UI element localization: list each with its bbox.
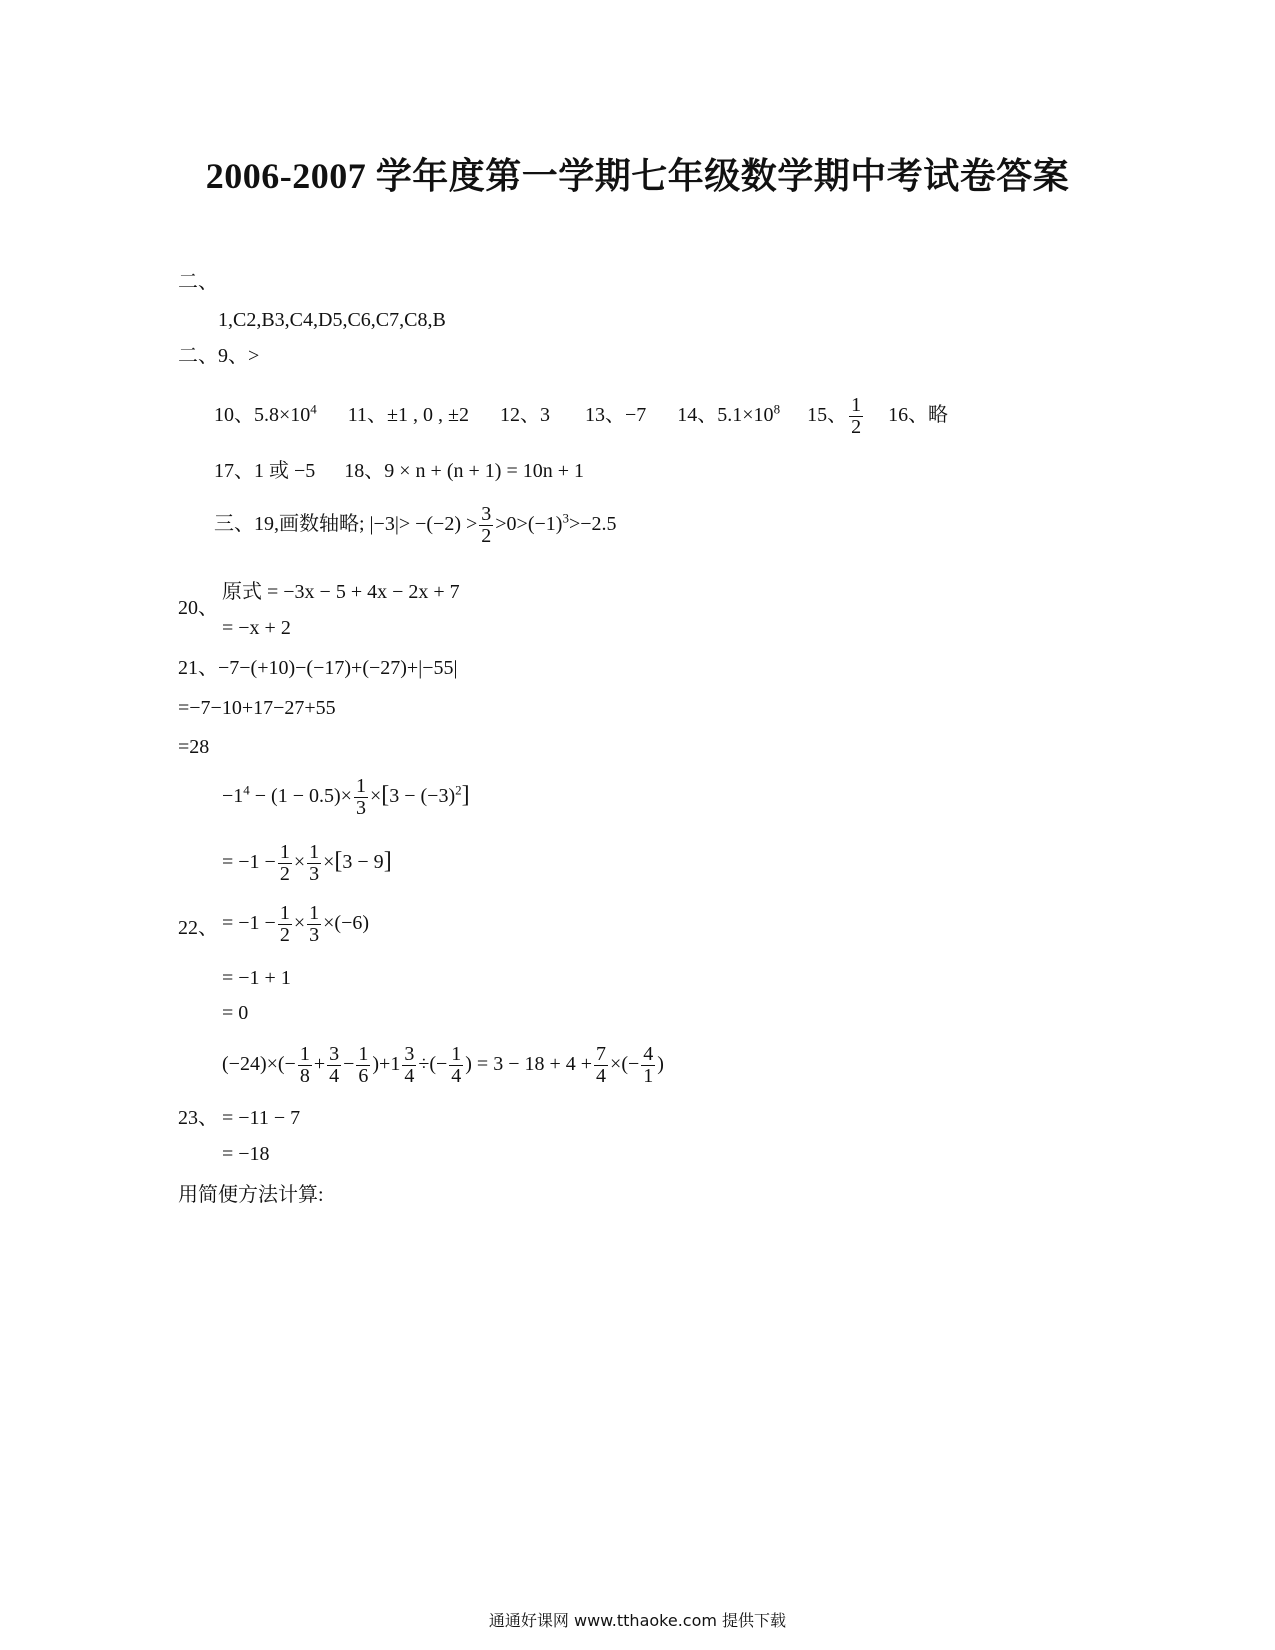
answer-17: 17、1 或 −5 <box>214 460 316 482</box>
answer-16: 16、略 <box>888 404 949 427</box>
answer-12: 12、3 <box>500 404 550 427</box>
answer-14: 14、$5.1\times 10^8$ <box>677 401 781 427</box>
footer-source: 通通好课网 www.tthaoke.com 提供下载 <box>488 1611 787 1630</box>
answer-11: 11、±1 , 0 , ±2 <box>347 404 469 427</box>
answer-15: 15、 $\frac{1}{2}$ <box>807 394 862 438</box>
answer-21-line-3: =28 <box>178 736 210 758</box>
answer-20-line-1: 原式 = −3x − 5 + 4x − 2x + 7 <box>222 581 460 603</box>
page-title: 2006-2007 学年度第一学期七年级数学期中考试卷答案 <box>205 156 1070 196</box>
answer-23-line-1: (−24)×(− $\frac{1}{8}$ + $\frac{3}{4}$ − $\frac{1}{6}$ )+1 $\frac{3}{4}$ ÷(− $\frac{1}{4}$ ) = 3 − 18 + 4 + $\frac{7}{4}$ ×(− $\frac{4}{1}$ ) <box>222 1043 664 1087</box>
answer-13: 13、−7 <box>585 404 647 427</box>
answers-row-17-18 <box>214 459 584 483</box>
answer-22-line-4: = −1 + 1 <box>222 967 291 989</box>
section-label-1: 二、 <box>178 271 218 293</box>
answer-23-line-3: = −18 <box>222 1143 270 1165</box>
answer-18: 18、9 × n + (n + 1) = 10n + 1 <box>344 460 584 482</box>
section-label-2: 二、9、> <box>178 345 260 367</box>
answer-20-line-2: = −x + 2 <box>222 617 291 639</box>
closing-note: 用简便方法计算: <box>178 1184 324 1206</box>
answer-23-label: 23、 <box>178 1107 218 1129</box>
answer-22-line-5: = 0 <box>222 1002 249 1024</box>
answer-22-label: 22、 <box>178 917 218 939</box>
answer-22-line-2: = −1 − $\frac{1}{2}$ × $\frac{1}{3}$ ×[3 − 9] <box>222 841 392 885</box>
choice-answers: 1,C2,B3,C4,D5,C6,C7,C8,B <box>218 309 446 331</box>
answer-10: 10、$5.8\times 10^4$ <box>214 401 317 427</box>
answer-23-line-2: = −11 − 7 <box>222 1107 301 1129</box>
answer-21-line-1: 21、−7−(+10)−(−17)+(−27)+|−55| <box>178 657 458 679</box>
answer-21-line-2: =−7−10+17−27+55 <box>178 697 336 719</box>
answers-row-10-16 <box>214 395 948 438</box>
answer-22-line-3: = −1 − $\frac{1}{2}$ × $\frac{1}{3}$ ×(−6) <box>222 902 370 946</box>
answer-22-line-1: $-1^4 - (1 - 0.5)\times$ $\frac{1}{3}$ $\times[3 - (-3)^2]$ <box>222 775 470 819</box>
answer-20-label: 20、 <box>178 597 218 619</box>
answer-19: 三、19,画数轴略; |−3|> −(−2) > $\frac{3}{2}$ $>0>(-1)^3>-2.5$ <box>214 503 617 547</box>
